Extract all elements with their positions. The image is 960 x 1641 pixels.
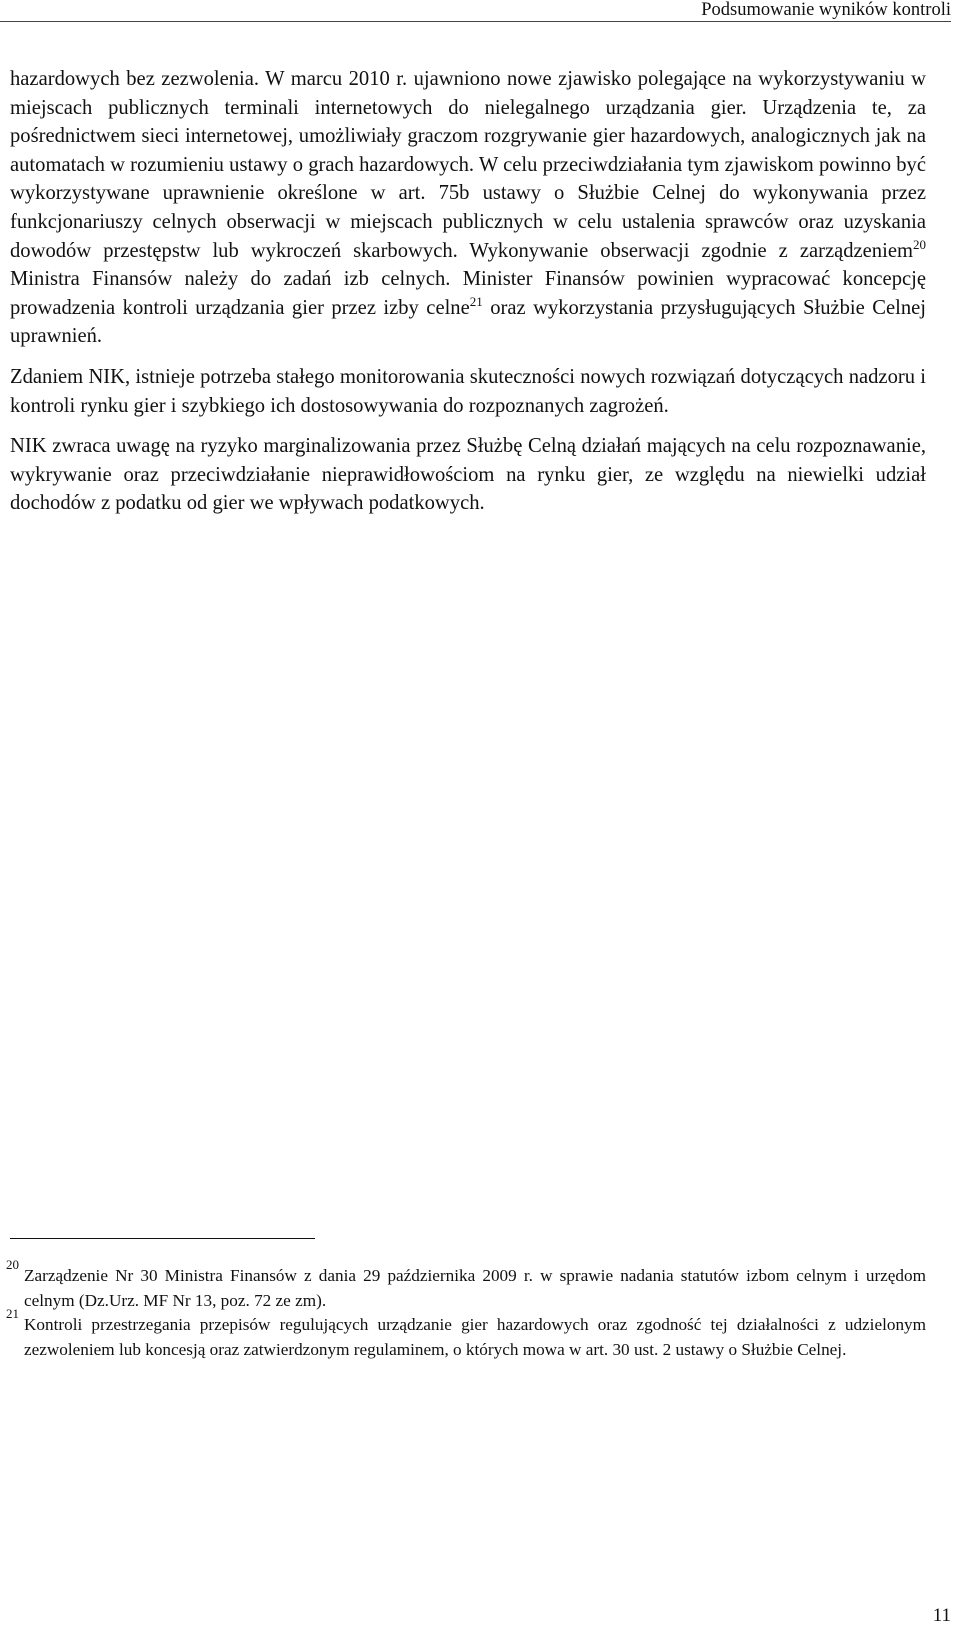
footnote-ref-20: 20 [913,236,926,252]
paragraph-1-text-c: oraz wykorzystania przysługujących Służbie Celnej uprawnień. [10,296,926,348]
footnotes [6,1257,926,1362]
paragraph-1 [10,65,926,351]
paragraph-2: Zdaniem NIK, istnieje potrzeba stałego monitorowania skuteczności nowych rozwiązań dotyczących nadzoru i kontroli rynku gier i szybkiego ich dostosowywania do rozpoznanych zagrożeń. [10,365,926,417]
page-number: 11 [932,1605,951,1626]
paragraph-3: NIK zwraca uwagę na ryzyko marginalizowania przez Służbę Celną działań mających na celu rozpoznawanie, wykrywanie oraz przeciwdziałanie nieprawidłowościom na rynku gier, ze względu na niewielki udział dochodów z podatku od gier we wpływach podatkowych. [10,435,926,515]
footnote-text: Zarządzenie Nr 30 Ministra Finansów z dania 29 października 2009 r. w sprawie nadania statutów izbom celnym i urzędom celnym (Dz.Urz. MF Nr 13, poz. 72 ze zm). [24,1266,926,1310]
paragraph-1-text-b: Ministra Finansów należy do zadań izb celnych. Minister Finansów powinien wypracować koncepcję prowadzenia kontroli urządzania gier przez izby celne [10,268,926,319]
footnote-20 [6,1257,926,1313]
running-title: Podsumowanie wyników kontroli [701,0,951,20]
footnote-mark: 21 [6,1306,19,1321]
footnote-text: Kontroli przestrzegania przepisów regulujących urządzanie gier hazardowych oraz zgodność tej działalności z udzielonym zezwoleniem lub koncesją oraz zatwierdzonym regulaminem, o których mowa w art. 30 ust. 2 ustawy o Służbie Celnej. [24,1315,926,1359]
footnote-separator [10,1238,315,1239]
body-text [10,65,926,518]
paragraph-1-text-a: hazardowych bez zezwolenia. W marcu 2010 r. ujawniono nowe zjawisko polegające na wykorzystywaniu w miejscach publicznych terminali internetowych do nielegalnego urządzania gier. Urządzenia te, za pośrednictwem sieci internetowej, umożliwiały graczom rozgrywanie gier hazardowych, analogicznych jak na automatach w rozumieniu ustawy o grach hazardowych. W celu przeciwdziałania tym zjawiskom powinno być wykorzystywane uprawnienie określone w art. 75b ustawy o Służbie Celnej do wykonywania przez funkcjonariuszy celnych obserwacji w miejscach publicznych w celu ustalenia sprawców oraz uzyskania dowodów przestępstw lub wykroczeń skarbowych. Wykonywanie obserwacji zgodnie z zarządzeniem [10,68,926,262]
footnote-ref-21: 21 [469,293,483,309]
running-header [0,0,951,22]
footnote-21 [6,1306,926,1362]
footnote-mark: 20 [6,1257,19,1272]
